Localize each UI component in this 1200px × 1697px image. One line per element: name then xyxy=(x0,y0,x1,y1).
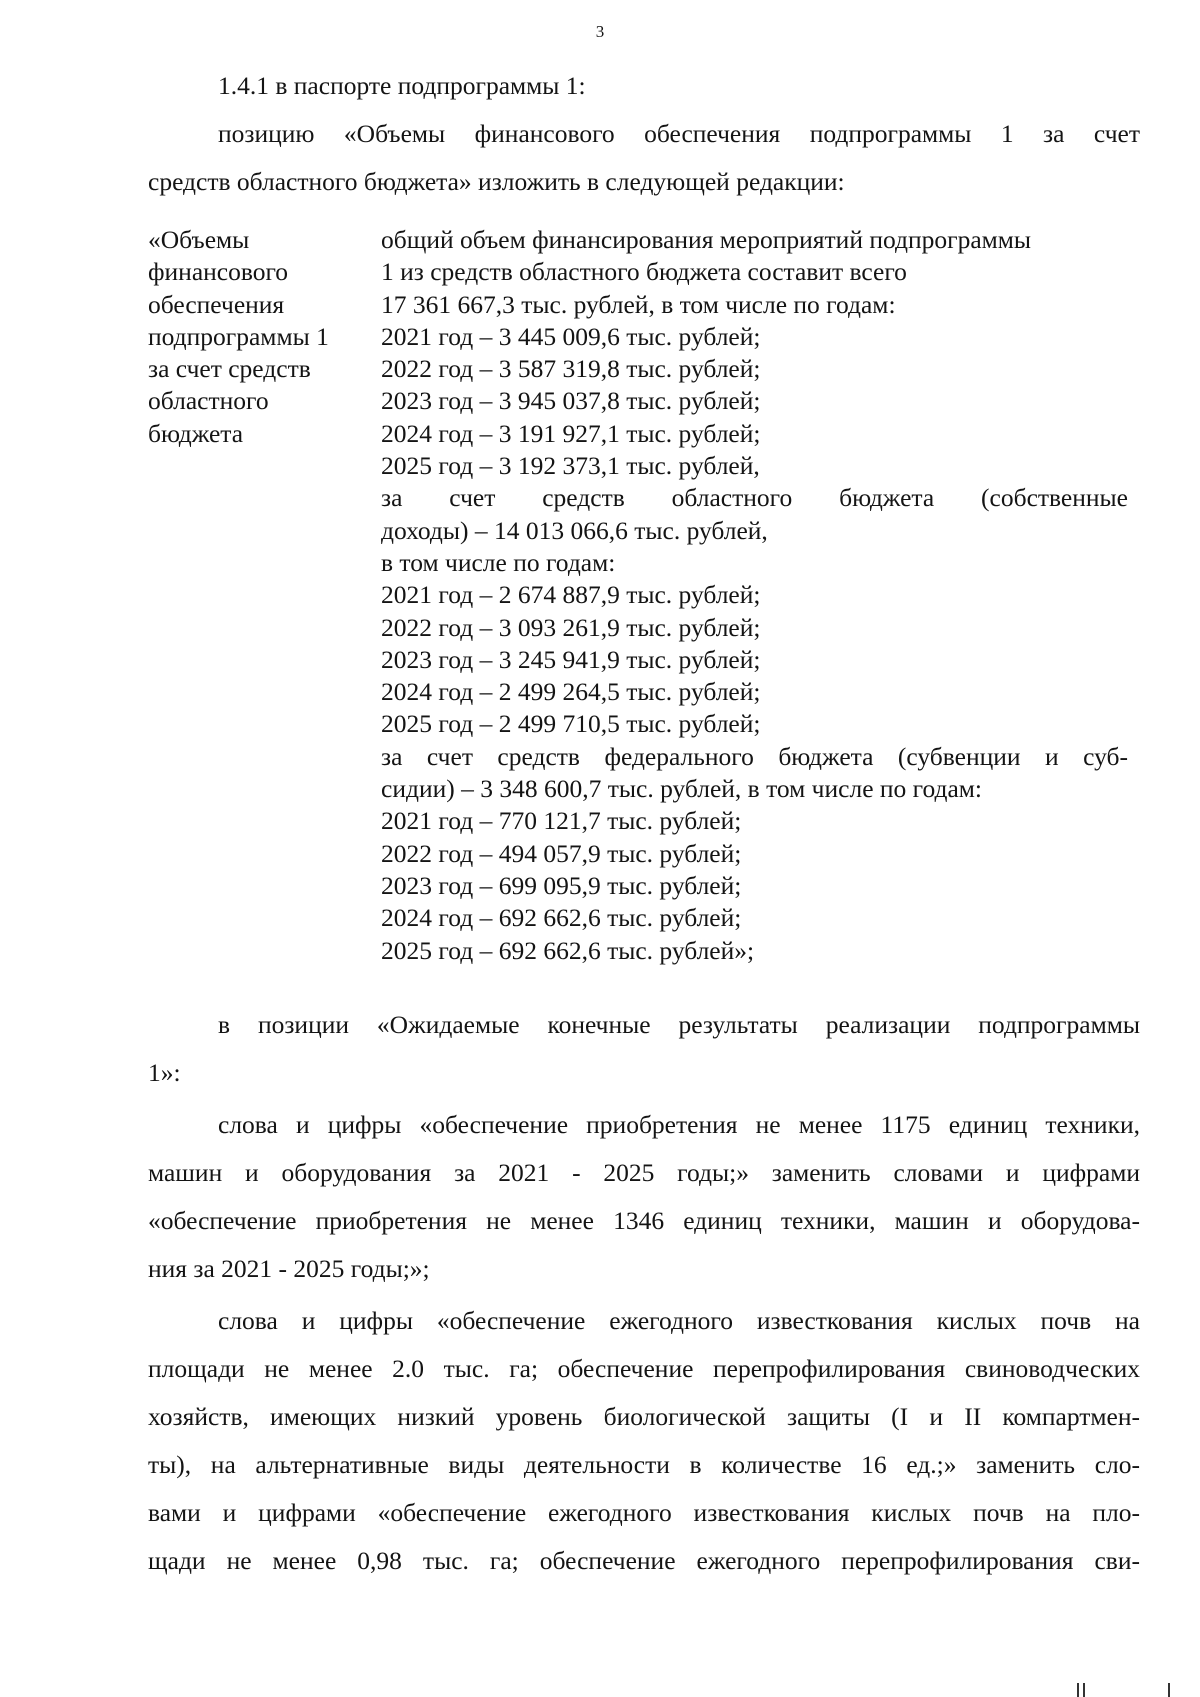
value-line: 2023 год – 3 945 037,8 тыс. рублей; xyxy=(381,386,761,416)
value-line: общий объем финансирования мероприятий подпрограммы xyxy=(381,225,1032,254)
label-line: обеспечения xyxy=(148,289,285,319)
value-line: доходы) – 14 013 066,6 тыс. рублей, xyxy=(381,515,768,545)
label-line: «Объемы xyxy=(148,225,250,254)
paragraph-line: слова и цифры «обеспечение ежегодного известкования кислых почв на xyxy=(218,1306,1140,1335)
value-line: 2021 год – 3 445 009,6 тыс. рублей; xyxy=(381,321,761,351)
paragraph-line: в позиции «Ожидаемые конечные результаты реализации подпрограммы xyxy=(218,1010,1140,1039)
paragraph-line: «обеспечение приобретения не менее 1346 единиц техники, машин и оборудова- xyxy=(148,1206,1140,1235)
scan-mark xyxy=(1077,1683,1079,1697)
label-line: за счет средств xyxy=(148,354,311,384)
paragraph-line: хозяйств, имеющих низкий уровень биологической защиты (I и II компартмен- xyxy=(148,1402,1140,1431)
value-line: сидии) – 3 348 600,7 тыс. рублей, в том числе по годам: xyxy=(381,774,983,804)
value-line: 2022 год – 494 057,9 тыс. рублей; xyxy=(381,838,742,868)
value-line: 2024 год – 2 499 264,5 тыс. рублей; xyxy=(381,677,761,707)
value-line: 2023 год – 699 095,9 тыс. рублей; xyxy=(381,870,742,900)
value-line: за счет средств областного бюджета (собственные xyxy=(381,483,1128,513)
paragraph-line: ты), на альтернативные виды деятельности в количестве 16 ед.;» заменить сло- xyxy=(148,1450,1140,1479)
results-paragraph-2 xyxy=(148,1101,1140,1293)
value-line: за счет средств федерального бюджета (субвенции и суб- xyxy=(381,741,1128,771)
results-paragraph-3 xyxy=(148,1297,1140,1585)
section-heading: 1.4.1 в паспорте подпрограммы 1: xyxy=(218,71,586,100)
value-line: 2021 год – 2 674 887,9 тыс. рублей; xyxy=(381,580,761,610)
paragraph-line: машин и оборудования за 2021 - 2025 годы;» заменить словами и цифрами xyxy=(148,1158,1140,1187)
value-line: 2025 год – 3 192 373,1 тыс. рублей, xyxy=(381,451,760,481)
value-line: 17 361 667,3 тыс. рублей, в том числе по годам: xyxy=(381,289,896,319)
value-line: 2021 год – 770 121,7 тыс. рублей; xyxy=(381,806,742,836)
value-line: 2025 год – 2 499 710,5 тыс. рублей; xyxy=(381,709,761,739)
intro-line-2: средств областного бюджета» изложить в следующей редакции: xyxy=(148,167,845,196)
page-number: 3 xyxy=(595,22,605,41)
value-line: 2022 год – 3 093 261,9 тыс. рублей; xyxy=(381,612,761,642)
value-line: 2023 год – 3 245 941,9 тыс. рублей; xyxy=(381,644,761,674)
paragraph-line: щади не менее 0,98 тыс. га; обеспечение ежегодного перепрофилирования сви- xyxy=(148,1546,1140,1575)
paragraph-line: площади не менее 2.0 тыс. га; обеспечение перепрофилирования свиноводческих xyxy=(148,1354,1140,1383)
value-line: 2022 год – 3 587 319,8 тыс. рублей; xyxy=(381,354,761,384)
paragraph-line: слова и цифры «обеспечение приобретения не менее 1175 единиц техники, xyxy=(218,1110,1140,1139)
passport-value xyxy=(381,224,1128,967)
label-line: финансового xyxy=(148,257,289,287)
passport-label xyxy=(148,224,358,450)
scan-mark xyxy=(1083,1683,1085,1697)
scan-mark xyxy=(1168,1683,1170,1697)
value-line: в том числе по годам: xyxy=(381,547,616,577)
value-line: 1 из средств областного бюджета составит всего xyxy=(381,257,907,287)
value-line: 2024 год – 692 662,6 тыс. рублей; xyxy=(381,903,742,933)
results-paragraph-1 xyxy=(148,1001,1140,1097)
paragraph-line: вами и цифрами «обеспечение ежегодного известкования кислых почв на пло- xyxy=(148,1498,1140,1527)
label-line: областного xyxy=(148,386,269,416)
label-line: подпрограммы 1 xyxy=(148,321,329,351)
value-line: 2024 год – 3 191 927,1 тыс. рублей; xyxy=(381,418,761,448)
label-line: бюджета xyxy=(148,418,244,448)
paragraph-line: 1»: xyxy=(148,1058,181,1087)
paragraph-line: ния за 2021 - 2025 годы;»; xyxy=(148,1254,430,1283)
value-line: 2025 год – 692 662,6 тыс. рублей»; xyxy=(381,935,755,965)
results-section xyxy=(148,1001,1140,1585)
intro-section xyxy=(148,62,1140,206)
intro-line-1: позицию «Объемы финансового обеспечения подпрограммы 1 за счет xyxy=(218,119,1140,148)
